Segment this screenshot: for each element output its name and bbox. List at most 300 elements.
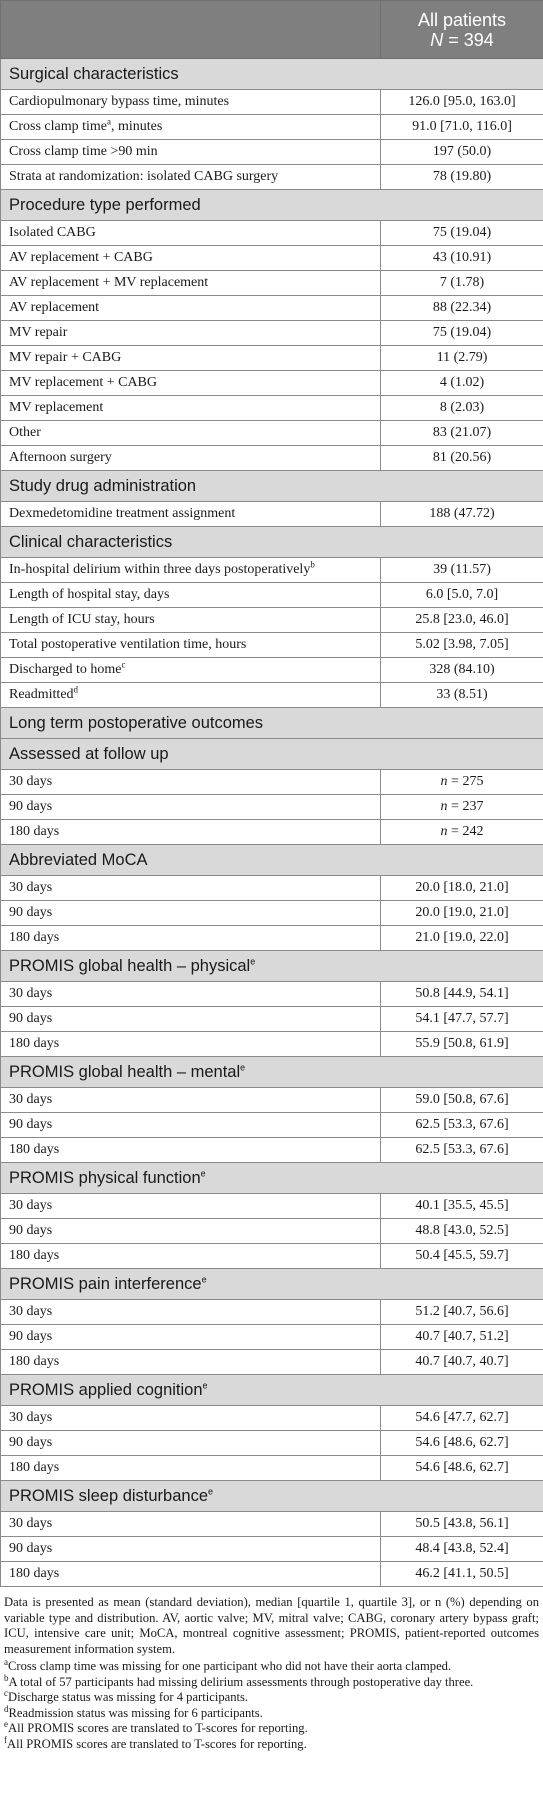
section-title: [1, 471, 543, 502]
table-row: [1, 396, 543, 421]
row-value-cell: [381, 1113, 543, 1138]
table-row: [1, 1138, 543, 1163]
row-value-cell: [381, 246, 543, 271]
row-value-cell: [381, 446, 543, 471]
row-value-cell: [381, 1406, 543, 1431]
section-title-text: PROMIS physical function: [9, 1168, 201, 1187]
row-value: = 275: [447, 774, 484, 789]
row-value: 20.0 [19.0, 21.0]: [415, 905, 509, 920]
row-value: 75 (19.04): [432, 225, 492, 240]
row-value-cell: [381, 396, 543, 421]
footnote-text: All PROMIS scores are translated to T-scores for reporting.: [7, 1736, 307, 1751]
row-label: MV repair + CABG: [9, 350, 122, 365]
table-row: [1, 658, 543, 683]
table-row: [1, 446, 543, 471]
row-value: 62.5 [53.3, 67.6]: [415, 1117, 509, 1132]
table-row: [1, 115, 543, 140]
row-value-cell: [381, 1456, 543, 1481]
row-label: AV replacement: [9, 300, 100, 315]
row-label-cell: [1, 1431, 381, 1456]
row-label-cell: [1, 633, 381, 658]
notes-lead: Data is presented as mean (standard deviation), median [quartile 1, quartile 3], or n (%) depending on variable type and distribution. AV, aortic valve; MV, mitral valve; CABG, coronary artery bypass graft; ICU, intensive care unit; MoCA, montreal cognitive assessment; PROMIS, patient-reported outcomes measurement information system.: [4, 1595, 539, 1656]
row-value: 83 (21.07): [432, 425, 492, 440]
row-value-cell: [381, 1194, 543, 1219]
row-label: AV replacement + CABG: [9, 250, 153, 265]
row-label-cell: [1, 1300, 381, 1325]
table-row: [1, 346, 543, 371]
n-symbol: n: [440, 799, 448, 814]
section-title-text: PROMIS pain interference: [9, 1274, 202, 1293]
row-value-cell: [381, 1350, 543, 1375]
row-label-cell: [1, 221, 381, 246]
row-value: 7 (1.78): [439, 275, 485, 290]
row-label-cell: [1, 371, 381, 396]
table-row: [1, 1431, 543, 1456]
footnote-marker: e: [201, 1274, 207, 1284]
table-row: [1, 296, 543, 321]
row-value-cell: [381, 608, 543, 633]
row-label: Length of hospital stay, days: [9, 587, 170, 602]
row-label: 180 days: [9, 930, 60, 945]
row-label: 180 days: [9, 1354, 60, 1369]
section-header-row: [1, 1163, 543, 1194]
section-header-row: [1, 59, 543, 90]
row-label-cell: [1, 1350, 381, 1375]
row-value: 54.6 [48.6, 62.7]: [415, 1435, 509, 1450]
row-value: 91.0 [71.0, 116.0]: [412, 119, 512, 134]
row-label: 180 days: [9, 1142, 60, 1157]
row-label: 30 days: [9, 1410, 53, 1425]
row-label: Length of ICU stay, hours: [9, 612, 155, 627]
footnote-marker: e: [250, 956, 256, 966]
row-value: 54.1 [47.7, 57.7]: [415, 1011, 509, 1026]
header-title: All patients: [417, 9, 507, 30]
section-title-text: PROMIS applied cognition: [9, 1380, 203, 1399]
footnote-text: Cross clamp time was missing for one participant who did not have their aorta clamped.: [8, 1659, 452, 1673]
row-value-cell: [381, 1537, 543, 1562]
row-value: 75 (19.04): [432, 325, 492, 340]
row-label: 30 days: [9, 1516, 53, 1531]
table-row: [1, 421, 543, 446]
row-label: Strata at randomization: isolated CABG surgery: [9, 169, 279, 184]
row-label-cell: [1, 1032, 381, 1057]
section-title: [1, 708, 543, 739]
footnote-mark: b: [4, 1672, 9, 1683]
row-value: 40.1 [35.5, 45.5]: [415, 1198, 509, 1213]
row-label: 180 days: [9, 1460, 60, 1475]
section-title: [1, 1481, 543, 1512]
row-label: 180 days: [9, 1036, 60, 1051]
row-label-cell: [1, 271, 381, 296]
row-label-cell: [1, 583, 381, 608]
row-label-cell: [1, 446, 381, 471]
row-label: 30 days: [9, 1304, 53, 1319]
header-n-value: = 394: [443, 29, 494, 50]
row-value: 39 (11.57): [433, 562, 491, 577]
footnote-mark: f: [4, 1734, 7, 1745]
row-value: 54.6 [47.7, 62.7]: [415, 1410, 509, 1425]
section-title: [1, 527, 543, 558]
row-label: Discharged to home: [9, 662, 122, 677]
section-title-text: Surgical characteristics: [9, 64, 179, 83]
row-label-cell: [1, 770, 381, 795]
row-value-cell: [381, 901, 543, 926]
row-label-cell: [1, 926, 381, 951]
row-value-cell: [381, 1300, 543, 1325]
row-label: MV repair: [9, 325, 68, 340]
row-label: Dexmedetomidine treatment assignment: [9, 506, 236, 521]
row-label-cell: [1, 1512, 381, 1537]
row-label: 30 days: [9, 774, 53, 789]
row-value: 197 (50.0): [432, 144, 492, 159]
row-value: 40.7 [40.7, 40.7]: [415, 1354, 509, 1369]
row-label-cell: [1, 1088, 381, 1113]
row-value-cell: [381, 558, 543, 583]
row-value: 328 (84.10): [429, 662, 495, 677]
row-label-cell: [1, 1138, 381, 1163]
row-label: 180 days: [9, 1248, 60, 1263]
row-value: 20.0 [18.0, 21.0]: [415, 880, 509, 895]
table-row: [1, 1350, 543, 1375]
row-label-suffix: , minutes: [111, 119, 163, 134]
section-title-text: PROMIS sleep disturbance: [9, 1486, 209, 1505]
table-row: [1, 558, 543, 583]
section-title: [1, 845, 543, 876]
table-row: [1, 140, 543, 165]
table-row: [1, 1219, 543, 1244]
row-label: 30 days: [9, 1092, 53, 1107]
header-blank-cell: [1, 1, 381, 59]
row-value-cell: [381, 1562, 543, 1587]
section-header-row: [1, 1375, 543, 1406]
section-title: [1, 190, 543, 221]
row-value-cell: [381, 221, 543, 246]
row-value: 50.5 [43.8, 56.1]: [415, 1516, 509, 1531]
footnote-marker: e: [202, 1380, 208, 1390]
section-title-text: Assessed at follow up: [9, 744, 169, 763]
row-label-cell: [1, 1219, 381, 1244]
row-label-cell: [1, 1537, 381, 1562]
row-value-cell: [381, 165, 543, 190]
row-label-cell: [1, 346, 381, 371]
row-label: 180 days: [9, 1566, 60, 1581]
table-row: [1, 1537, 543, 1562]
footnote-mark: a: [4, 1656, 8, 1667]
table-row: [1, 502, 543, 527]
footnote-text: Discharge status was missing for 4 participants.: [8, 1690, 249, 1704]
table-notes: [0, 1587, 543, 1752]
footnote-list: [4, 1656, 539, 1752]
row-value: 40.7 [40.7, 51.2]: [415, 1329, 509, 1344]
header-n-label: N: [430, 29, 444, 50]
row-value: 21.0 [19.0, 22.0]: [415, 930, 509, 945]
row-value: 88 (22.34): [432, 300, 492, 315]
section-title: [1, 59, 543, 90]
section-title-text: Abbreviated MoCA: [9, 850, 148, 869]
footnote-marker: e: [200, 1168, 206, 1178]
row-value-cell: [381, 1007, 543, 1032]
row-label: 90 days: [9, 1541, 53, 1556]
row-label: 30 days: [9, 880, 53, 895]
footnote: [4, 1734, 539, 1753]
row-label: AV replacement + MV replacement: [9, 275, 209, 290]
row-label-cell: [1, 658, 381, 683]
row-label: 180 days: [9, 824, 60, 839]
table-row: [1, 583, 543, 608]
row-value: 8 (2.03): [439, 400, 485, 415]
n-symbol: n: [440, 774, 448, 789]
row-value-cell: [381, 1244, 543, 1269]
table-row: [1, 683, 543, 708]
table-row: [1, 1562, 543, 1587]
row-value: 62.5 [53.3, 67.6]: [415, 1142, 509, 1157]
row-value-cell: [381, 683, 543, 708]
section-header-row: [1, 951, 543, 982]
footnote: [4, 1656, 539, 1675]
row-label: 90 days: [9, 1117, 53, 1132]
row-label: 90 days: [9, 1223, 53, 1238]
row-value: 55.9 [50.8, 61.9]: [415, 1036, 509, 1051]
section-title-text: Long term postoperative outcomes: [9, 713, 264, 732]
section-header-row: [1, 527, 543, 558]
row-value-cell: [381, 820, 543, 845]
row-value: = 237: [447, 799, 484, 814]
row-value: 43 (10.91): [432, 250, 492, 265]
row-label: Other: [9, 425, 41, 440]
row-label: 30 days: [9, 1198, 53, 1213]
table-row: [1, 321, 543, 346]
row-label-cell: [1, 115, 381, 140]
row-label-cell: [1, 1562, 381, 1587]
row-value: 48.8 [43.0, 52.5]: [415, 1223, 509, 1238]
table-row: [1, 633, 543, 658]
row-label: 30 days: [9, 986, 53, 1001]
table-row: [1, 820, 543, 845]
table-row: [1, 1244, 543, 1269]
section-header-row: [1, 708, 543, 739]
row-value: 50.4 [45.5, 59.7]: [415, 1248, 509, 1263]
row-value-cell: [381, 90, 543, 115]
footnote-marker: e: [208, 1486, 214, 1496]
row-label: MV replacement + CABG: [9, 375, 157, 390]
footnote-marker: e: [240, 1062, 246, 1072]
section-title-text: Study drug administration: [9, 476, 197, 495]
table-row: [1, 901, 543, 926]
table-row: [1, 1406, 543, 1431]
row-value: 4 (1.02): [439, 375, 485, 390]
footnote: [4, 1703, 539, 1722]
row-value-cell: [381, 583, 543, 608]
table-row: [1, 795, 543, 820]
footnote-mark: e: [4, 1718, 8, 1729]
row-value-cell: [381, 1512, 543, 1537]
row-value-cell: [381, 1032, 543, 1057]
footnote-marker: a: [107, 116, 111, 127]
row-label-cell: [1, 558, 381, 583]
table-row: [1, 90, 543, 115]
row-value-cell: [381, 115, 543, 140]
row-label-cell: [1, 876, 381, 901]
row-value-cell: [381, 346, 543, 371]
section-title: [1, 1375, 543, 1406]
row-value-cell: [381, 982, 543, 1007]
section-title-text: PROMIS global health – physical: [9, 956, 251, 975]
section-title: [1, 1163, 543, 1194]
row-value: 25.8 [23.0, 46.0]: [415, 612, 509, 627]
table-row: [1, 1325, 543, 1350]
section-header-row: [1, 471, 543, 502]
row-value-cell: [381, 140, 543, 165]
table-row: [1, 982, 543, 1007]
row-value-cell: [381, 633, 543, 658]
table-row: [1, 1300, 543, 1325]
section-header-row: [1, 1481, 543, 1512]
row-label: Cross clamp time: [9, 119, 107, 134]
section-header-row: [1, 1269, 543, 1300]
row-value-cell: [381, 296, 543, 321]
footnote-text: All PROMIS scores are translated to T-scores for reporting.: [8, 1721, 308, 1735]
row-value-cell: [381, 876, 543, 901]
row-label-cell: [1, 165, 381, 190]
footnote-marker: c: [121, 659, 126, 670]
row-value-cell: [381, 658, 543, 683]
row-label-cell: [1, 820, 381, 845]
table-row: [1, 271, 543, 296]
row-value-cell: [381, 1138, 543, 1163]
row-label-cell: [1, 1113, 381, 1138]
table-header-row: [1, 1, 543, 59]
footnote: [4, 1687, 539, 1706]
footnote: [4, 1672, 539, 1691]
footnote-text: Readmission status was missing for 6 participants.: [8, 1705, 263, 1720]
section-header-row: [1, 190, 543, 221]
row-label-cell: [1, 1194, 381, 1219]
row-value: 59.0 [50.8, 67.6]: [415, 1092, 509, 1107]
row-value-cell: [381, 371, 543, 396]
row-value: 46.2 [41.1, 50.5]: [415, 1566, 509, 1581]
table-row: [1, 608, 543, 633]
table-body: [1, 59, 543, 1587]
table-row: [1, 246, 543, 271]
table-row: [1, 1456, 543, 1481]
n-symbol: n: [440, 824, 448, 839]
row-value-cell: [381, 421, 543, 446]
row-value: 11 (2.79): [436, 350, 488, 365]
row-value-cell: [381, 1088, 543, 1113]
table-row: [1, 1032, 543, 1057]
row-label: 90 days: [9, 1329, 53, 1344]
row-label: MV replacement: [9, 400, 104, 415]
row-value-cell: [381, 321, 543, 346]
table-row: [1, 1088, 543, 1113]
table-row: [1, 770, 543, 795]
row-value-cell: [381, 502, 543, 527]
footnote-marker: b: [310, 559, 315, 570]
table-row: [1, 371, 543, 396]
header-all-patients: [381, 1, 543, 59]
row-label-cell: [1, 1244, 381, 1269]
row-label-cell: [1, 1456, 381, 1481]
row-label-cell: [1, 1325, 381, 1350]
row-value: 126.0 [95.0, 163.0]: [408, 94, 516, 109]
row-label: 90 days: [9, 905, 53, 920]
row-label-cell: [1, 421, 381, 446]
row-label: Cross clamp time >90 min: [9, 144, 158, 159]
table-row: [1, 1512, 543, 1537]
row-label: Afternoon surgery: [9, 450, 112, 465]
row-label: Isolated CABG: [9, 225, 96, 240]
row-value: 50.8 [44.9, 54.1]: [415, 986, 509, 1001]
footnote-text: A total of 57 participants had missing delirium assessments through postoperative day three.: [8, 1674, 474, 1689]
row-value: 5.02 [3.98, 7.05]: [415, 637, 509, 652]
row-label: Readmitted: [9, 687, 74, 702]
row-label-cell: [1, 1406, 381, 1431]
section-header-row: [1, 845, 543, 876]
row-label-cell: [1, 246, 381, 271]
row-label: 90 days: [9, 1011, 53, 1026]
row-value: = 242: [447, 824, 484, 839]
row-label-cell: [1, 90, 381, 115]
row-value-cell: [381, 926, 543, 951]
section-title: [1, 1057, 543, 1088]
row-value-cell: [381, 271, 543, 296]
table-row: [1, 1194, 543, 1219]
row-value: 78 (19.80): [432, 169, 492, 184]
row-value-cell: [381, 795, 543, 820]
table-row: [1, 1007, 543, 1032]
table-row: [1, 221, 543, 246]
section-title-text: Clinical characteristics: [9, 532, 173, 551]
row-label-cell: [1, 901, 381, 926]
row-label-cell: [1, 608, 381, 633]
footnote: [4, 1718, 539, 1737]
table-row: [1, 926, 543, 951]
table-row: [1, 1113, 543, 1138]
section-title-text: Procedure type performed: [9, 195, 201, 214]
row-value: 54.6 [48.6, 62.7]: [415, 1460, 509, 1475]
row-value: 51.2 [40.7, 56.6]: [415, 1304, 509, 1319]
section-title-text: PROMIS global health – mental: [9, 1062, 241, 1081]
row-label: 90 days: [9, 799, 53, 814]
footnote-mark: c: [4, 1687, 8, 1698]
footnote-mark: d: [4, 1703, 9, 1714]
row-value-cell: [381, 1431, 543, 1456]
row-label-cell: [1, 502, 381, 527]
row-value-cell: [381, 1325, 543, 1350]
row-label-cell: [1, 795, 381, 820]
row-value: 48.4 [43.8, 52.4]: [415, 1541, 509, 1556]
row-label-cell: [1, 321, 381, 346]
row-label-cell: [1, 1007, 381, 1032]
section-title: [1, 951, 543, 982]
row-value: 81 (20.56): [432, 450, 492, 465]
row-label: 90 days: [9, 1435, 53, 1450]
section-header-row: [1, 739, 543, 770]
row-label-cell: [1, 683, 381, 708]
row-label: Total postoperative ventilation time, hours: [9, 637, 247, 652]
row-label-cell: [1, 982, 381, 1007]
row-value: 188 (47.72): [429, 506, 495, 521]
row-value-cell: [381, 770, 543, 795]
table-row: [1, 165, 543, 190]
row-value-cell: [381, 1219, 543, 1244]
row-label-cell: [1, 396, 381, 421]
section-header-row: [1, 1057, 543, 1088]
row-value: 6.0 [5.0, 7.0]: [425, 587, 499, 602]
footnote-marker: d: [73, 684, 79, 695]
table-row: [1, 876, 543, 901]
section-title: [1, 1269, 543, 1300]
